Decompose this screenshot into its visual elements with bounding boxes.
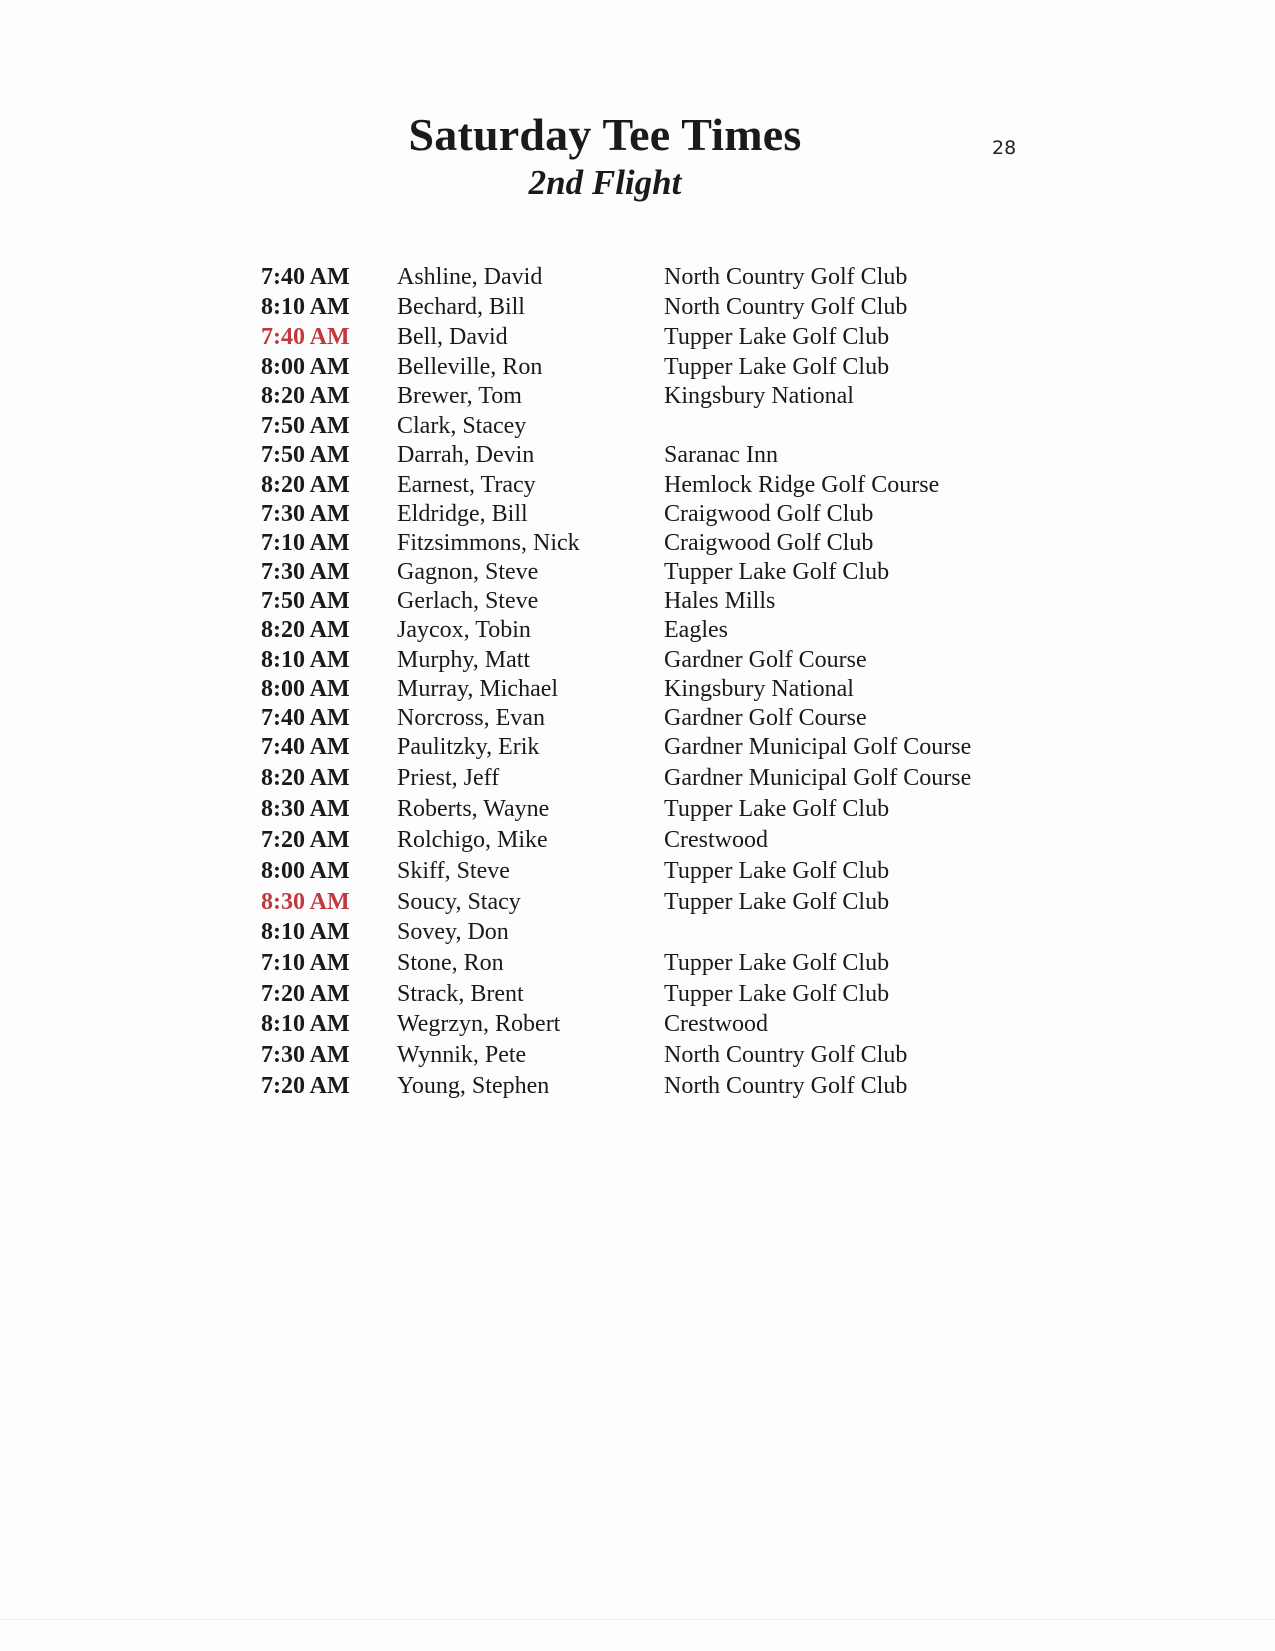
golf-club: Tupper Lake Golf Club: [664, 981, 890, 1007]
golf-club: Crestwood: [664, 1011, 768, 1037]
tee-time: 7:20 AM: [261, 1073, 350, 1099]
player-name: Norcross, Evan: [397, 705, 545, 731]
golf-club: Craigwood Golf Club: [664, 501, 874, 527]
golf-club: Hemlock Ridge Golf Course: [664, 472, 940, 498]
tee-time: 7:30 AM: [261, 559, 350, 585]
golf-club: Tupper Lake Golf Club: [664, 324, 890, 350]
golf-club: Kingsbury National: [664, 383, 854, 409]
golf-club: Hales Mills: [664, 588, 776, 614]
table-row: [0, 557, 1275, 588]
table-row: [0, 262, 1275, 293]
tee-time: 7:20 AM: [261, 981, 350, 1007]
table-row: [0, 1071, 1275, 1102]
table-row: [0, 1009, 1275, 1040]
table-row: [0, 732, 1275, 763]
tee-time: 7:40 AM: [261, 264, 350, 290]
player-name: Young, Stephen: [397, 1073, 550, 1099]
player-name: Eldridge, Bill: [397, 501, 528, 527]
golf-club: Saranac Inn: [664, 442, 778, 468]
player-name: Ashline, David: [397, 264, 543, 290]
golf-club: Tupper Lake Golf Club: [664, 796, 890, 822]
player-name: Jaycox, Tobin: [397, 617, 531, 643]
player-name: Rolchigo, Mike: [397, 827, 548, 853]
golf-club: Gardner Golf Course: [664, 647, 867, 673]
golf-club: Tupper Lake Golf Club: [664, 354, 890, 380]
player-name: Earnest, Tracy: [397, 472, 536, 498]
tee-time: 7:30 AM: [261, 501, 350, 527]
table-row: [0, 440, 1275, 471]
table-row: [0, 825, 1275, 856]
golf-club: Kingsbury National: [664, 676, 854, 702]
golf-club: Eagles: [664, 617, 728, 643]
player-name: Fitzsimmons, Nick: [397, 530, 580, 556]
table-row: [0, 615, 1275, 646]
table-row: [0, 411, 1275, 442]
table-row: [0, 1040, 1275, 1071]
table-row: [0, 352, 1275, 383]
player-name: Belleville, Ron: [397, 354, 543, 380]
player-name: Wynnik, Pete: [397, 1042, 527, 1068]
player-name: Gerlach, Steve: [397, 588, 539, 614]
tee-time: 8:00 AM: [261, 354, 350, 380]
tee-time: 7:10 AM: [261, 950, 350, 976]
table-row: [0, 979, 1275, 1010]
golf-club: Tupper Lake Golf Club: [664, 559, 890, 585]
flight-subtitle: 2nd Flight: [528, 163, 682, 202]
tee-time: 7:20 AM: [261, 827, 350, 853]
table-row: [0, 528, 1275, 559]
tee-time: 8:20 AM: [261, 765, 350, 791]
tee-time: 8:30 AM: [261, 889, 350, 915]
golf-club: North Country Golf Club: [664, 1042, 908, 1068]
table-row: [0, 763, 1275, 794]
player-name: Darrah, Devin: [397, 442, 535, 468]
player-name: Soucy, Stacy: [397, 889, 521, 915]
player-name: Bell, David: [397, 324, 508, 350]
tee-time: 7:40 AM: [261, 324, 350, 350]
table-row: [0, 322, 1275, 353]
player-name: Clark, Stacey: [397, 413, 527, 439]
tee-time: 8:00 AM: [261, 858, 350, 884]
golf-club: Crestwood: [664, 827, 768, 853]
page-bottom-edge: [0, 1619, 1275, 1620]
table-row: [0, 674, 1275, 705]
table-row: [0, 856, 1275, 887]
table-row: [0, 470, 1275, 501]
tee-time: 8:10 AM: [261, 919, 350, 945]
player-name: Murray, Michael: [397, 676, 559, 702]
tee-time: 8:00 AM: [261, 676, 350, 702]
tee-time: 7:40 AM: [261, 705, 350, 731]
player-name: Priest, Jeff: [397, 765, 500, 791]
tee-time: 8:20 AM: [261, 383, 350, 409]
table-row: [0, 794, 1275, 825]
golf-club: Tupper Lake Golf Club: [664, 858, 890, 884]
player-name: Paulitzky, Erik: [397, 734, 540, 760]
tee-time: 7:50 AM: [261, 413, 350, 439]
player-name: Skiff, Steve: [397, 858, 510, 884]
tee-time: 8:10 AM: [261, 647, 350, 673]
page-title: Saturday Tee Times: [408, 109, 802, 160]
table-row: [0, 917, 1275, 948]
golf-club: Craigwood Golf Club: [664, 530, 874, 556]
tee-time: 8:20 AM: [261, 472, 350, 498]
golf-club: Gardner Municipal Golf Course: [664, 765, 972, 791]
player-name: Strack, Brent: [397, 981, 524, 1007]
player-name: Stone, Ron: [397, 950, 504, 976]
tee-time: 7:30 AM: [261, 1042, 350, 1068]
table-row: [0, 948, 1275, 979]
tee-time: 8:10 AM: [261, 294, 350, 320]
golf-club: North Country Golf Club: [664, 1073, 908, 1099]
table-row: [0, 292, 1275, 323]
tee-time: 7:50 AM: [261, 442, 350, 468]
table-row: [0, 586, 1275, 617]
table-row: [0, 381, 1275, 412]
tee-time: 8:30 AM: [261, 796, 350, 822]
tee-time: 7:10 AM: [261, 530, 350, 556]
tee-time: 8:10 AM: [261, 1011, 350, 1037]
player-name: Brewer, Tom: [397, 383, 522, 409]
table-row: [0, 703, 1275, 734]
player-name: Wegrzyn, Robert: [397, 1011, 561, 1037]
table-row: [0, 645, 1275, 676]
player-name: Gagnon, Steve: [397, 559, 539, 585]
player-name: Bechard, Bill: [397, 294, 525, 320]
golf-club: Gardner Municipal Golf Course: [664, 734, 972, 760]
golf-club: Tupper Lake Golf Club: [664, 950, 890, 976]
golf-club: Tupper Lake Golf Club: [664, 889, 890, 915]
player-name: Roberts, Wayne: [397, 796, 550, 822]
golf-club: North Country Golf Club: [664, 264, 908, 290]
tee-time: 8:20 AM: [261, 617, 350, 643]
table-row: [0, 499, 1275, 530]
golf-club: Gardner Golf Course: [664, 705, 867, 731]
golf-club: North Country Golf Club: [664, 294, 908, 320]
table-row: [0, 887, 1275, 918]
tee-time: 7:40 AM: [261, 734, 350, 760]
player-name: Sovey, Don: [397, 919, 509, 945]
tee-time: 7:50 AM: [261, 588, 350, 614]
page-number: 28: [992, 137, 1017, 159]
player-name: Murphy, Matt: [397, 647, 531, 673]
